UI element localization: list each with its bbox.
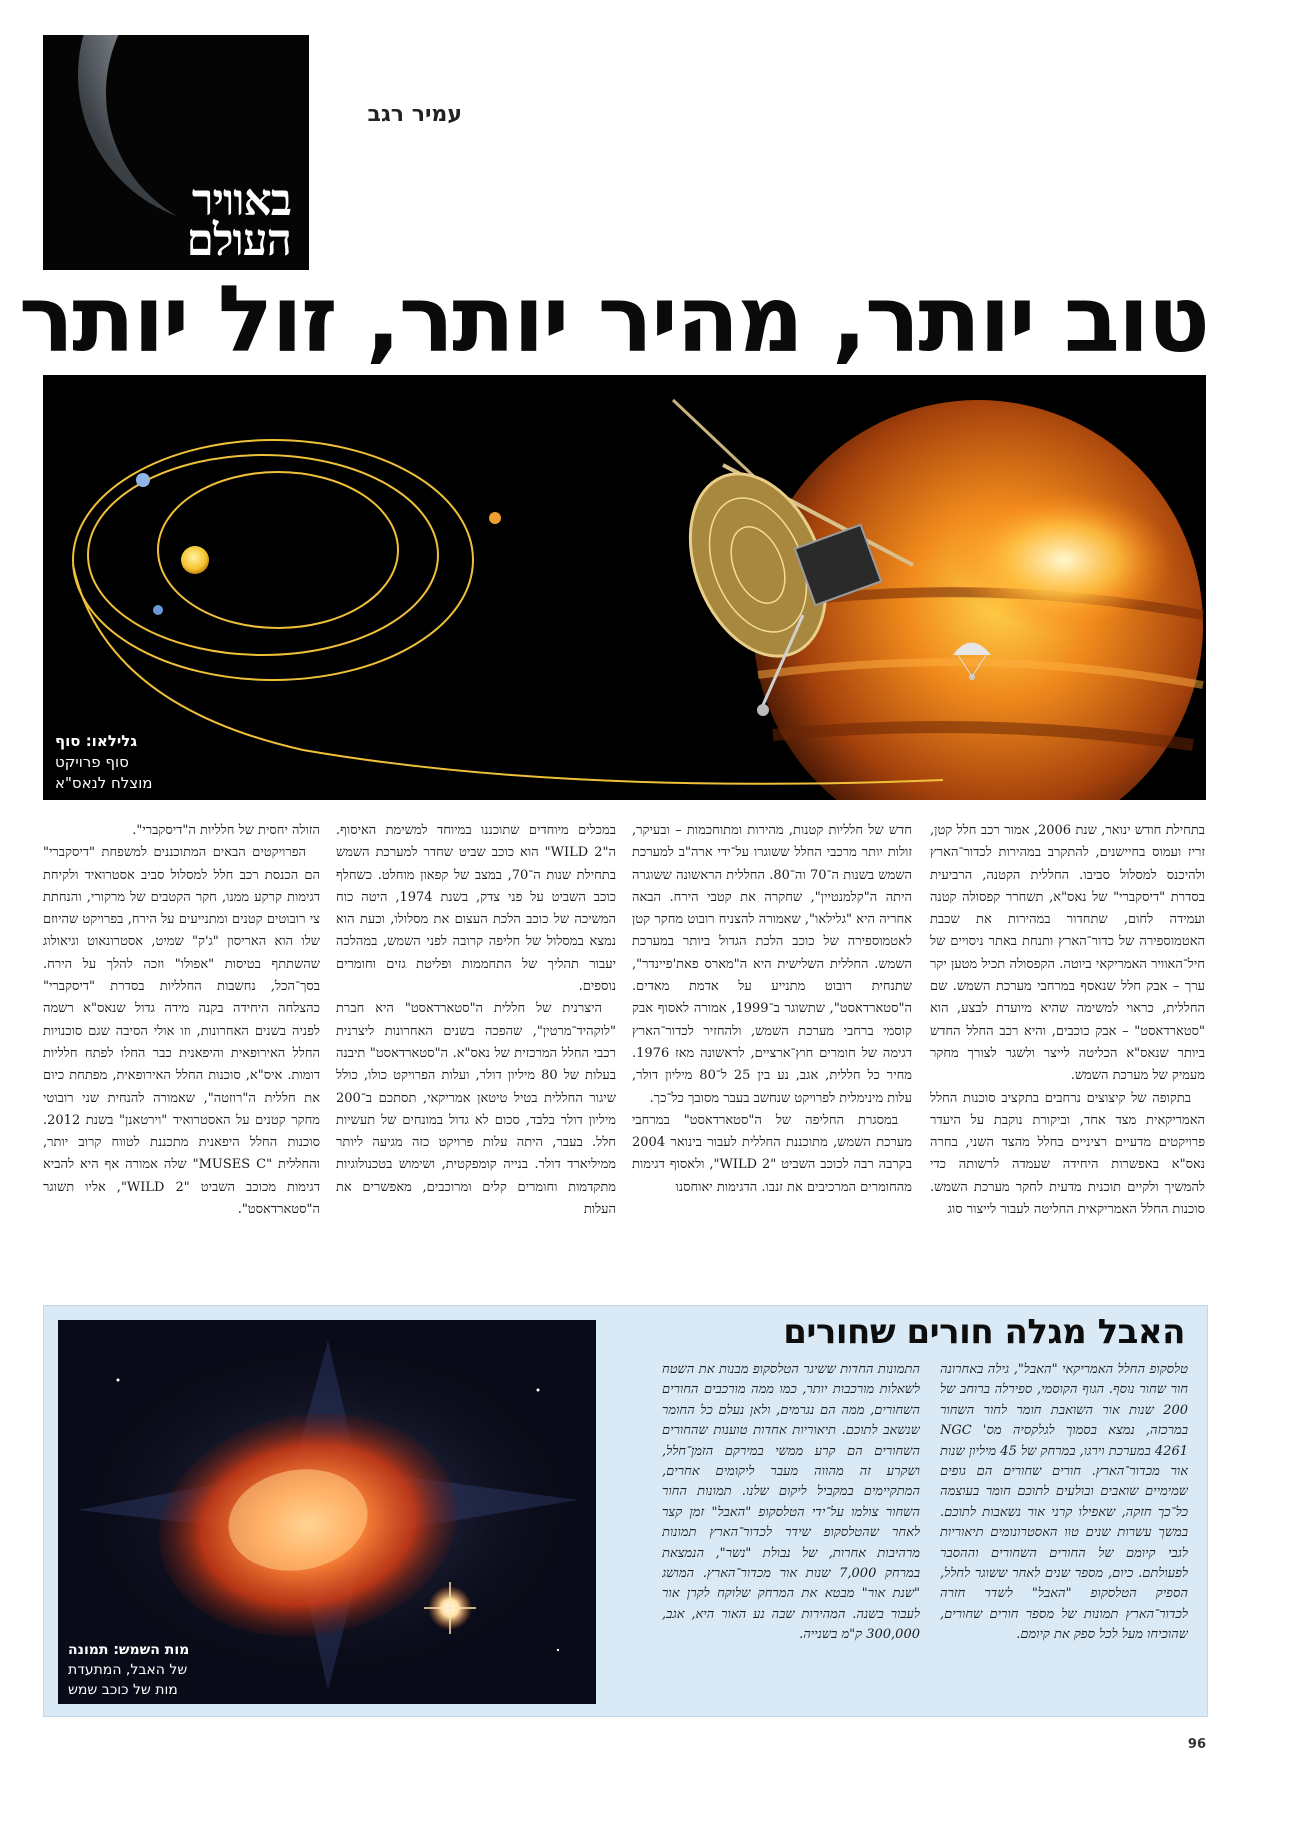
section-title-line1: באוויר	[191, 175, 291, 226]
sidebar-column-1	[940, 1360, 1188, 1706]
spacecraft-orbit-illustration	[43, 375, 1206, 800]
hero-caption	[55, 731, 195, 794]
sidebar-column-2	[662, 1360, 920, 1706]
paragraph: במכלים מיוחדים שתוכננו במיוחד למשימת האיסוף. ה"WILD 2" הוא כוכב שביט שחדר למערכת השמש בתחילת שנות ה־70, במצב של קפאון מוחלט. כשחלף כוכב השביט על פני צדק, בשנת 1974, היטה כוח המשיכה של כוכב הלכת העצום את מסלולו, וכעת הוא נמצא במסלול של חליפה קרובה לפני השמש, במהלכה יעבור תהליך של התחממות ופליטת גזים וחומרים נוספים.	[336, 823, 616, 995]
paragraph: בתקופה של קיצוצים נרחבים בתקציב סוכנות החלל האמריקאית מצד אחד, וביקורת נוקבת על היעדר פרויקטים מדעיים רציניים בחלל מהצד השני, בחרה נאס"א באפשרות היחידה שעמדה לרשותה כדי להמשיך ולקיים תוכנית מדעית לחקר מערכת השמש. סוכנות החלל האמריקאית החליטה לעבור לייצור סוג	[930, 1090, 1205, 1218]
paragraph: הפרויקטים הבאים המתוכננים למשפחת "דיסקברי" הם הכנסת רכב חלל למסלול סביב אסטרואיד ולקיחת דגימות קרקע ממנו, חקר הקטבים של מרקורי, והנחתת צי רובוטים קטנים ומתנייעים על הירח, בפרויקט שהיוזם שלו הוא האריסון "ג'ק" שמיט, אסטרונאוט וגיאולוג שהשתתף בטיסות "אפולו" וזכה להלך על הירח. בסך־הכל, נחשבות החלליות בסדרת "דיסקברי" כהצלחה היחידה בקנה מידה גדול שנאס"א רשמה לפניה בשנים האחרונות, וזו אולי הסיבה שגם סוכנויות החלל האירופאית והיפאנית כבר החלו לפתח חלליות דומות. איס"א, סוכנות החלל האירופאית, מפתחת כיום את חללית ה"רוזטה", שאמורה להנחית שני רובוטי מחקר קטנים על האסטרואיד "וירטאנן" בשנת 2012. סוכנות החלל היפאנית מתכננת לטווח קרוב יותר, והחללית "MUSES C" שלה אמורה אף היא להביא דגימות מכוכב השביט "WILD 2", אליו תשוגר ה"סטארדאסט".	[43, 845, 320, 1218]
article-headline: טוב יותר, מהיר יותר, זול יותר	[18, 266, 1208, 373]
paragraph: הזולה יחסית של חלליות ה"דיסקברי".	[132, 823, 320, 838]
body-column-2	[632, 820, 912, 1280]
paragraph: חדש של חלליות קטנות, מהירות ומתוחכמות – ובעיקר, זולות יותר מרכבי החלל ששוגרו על־ידי ארה"ב למערכת השמש בשנות ה־70 וה־80. החללית הראשונה ששוגרה היתה ה"קלמנטיין", שחקרה את קטבי הירח. הבאה אחריה היא "גלילאו", שאמורה להצניח רובוט מחקר קטן לאטמוספירה של כוכב הלכת הגדול ביותר במערכת השמש. החללית השלישית היא ה"מארס פאת'פיינדר", שתנחית רובוט מתנייע על אדמת מאדים. ה"סטארדאסט", שתשוגר ב־1999, אמורה לאסוף אבק קוסמי ברחבי מערכת השמש, ולהחזיר לכדור־הארץ דגימה של חומרים חוץ־ארציים, לראשונה מאז 1976. מחיר כל חללית, אגב, נע בין 25 ל־80 מיליון דולר, עלות מינימלית לפרויקט שנחשב בעבר מסובך כל־כך.	[632, 823, 912, 1106]
nebula-caption-line2: של האבל, המתעדת	[68, 1662, 188, 1678]
page-number: 96	[1187, 1737, 1206, 1752]
nebula-caption-title: מות השמש: תמונה	[68, 1642, 190, 1658]
hero-caption-title: גלילאו: סוף	[55, 732, 138, 750]
section-rubric	[43, 35, 309, 270]
sun	[181, 546, 209, 574]
body-column-3	[336, 820, 616, 1280]
paragraph: טלסקופ החלל האמריקאי "האבל", גילה באחרונה חור שחור נוסף. הגוף הקוסמי, ספירלה ברוחב של 200 שנות אור השואבת חומר לחור השחור במרכזה, נמצא בסמוך לגלקסיה מס' NGC 4261 במערכת וירגו, במרחק של 45 מיליון שנות אור מכדור־הארץ. חורים שחורים הם גופים שמימיים שואבים ובולעים לתוכם חומר בעוצמה כל־כך חזקה, שאפילו קרני אור נשאבות לתוכם. במשך עשרות שנים טוו האסטרונומים תיאוריות לגבי קיומם של החורים השחורים וההסבר לפעולתם. כיום, מספר שנים לאחר ששוגר לחלל, הספיק הטלסקופ "האבל" לשדר חזרה לכדור־הארץ תמונות של מספר חורים שחורים, שהוכיחו מעל לכל ספק את קיומם.	[940, 1362, 1188, 1643]
hero-illustration	[43, 375, 1206, 800]
section-title-line2: העולם	[186, 215, 291, 266]
section-title	[186, 175, 291, 266]
sidebar-title: האבל מגלה חורים שחורים	[783, 1312, 1185, 1352]
nebula-photo	[58, 1320, 596, 1704]
body-column-4	[43, 820, 320, 1280]
nebula-caption	[68, 1640, 238, 1700]
body-column-1	[930, 820, 1205, 1280]
hero-caption-line3: מוצלח לנאס"א	[55, 774, 153, 792]
paragraph: היצרנית של חללית ה"סטארדאסט" היא חברת "לוקהיד־מרטין", שהפכה בשנים האחרונות ליצרנית רכבי החלל המרכזית של נאס"א. ה"סטארדאסט" תיבנה בעלות של 80 מיליון דולר, ועלות הפרויקט כולו, כולל שיגור החללית בטיל טיטאן אמריקאי, תסתכם ב־200 מיליון דולר בלבד, סכום לא גדול במונחים של תעשיות חלל. בעבר, היתה עלות פרויקט כזה מגיעה ליותר ממיליארד דולר. בנייה קומפקטית, ושימוש בטכנולוגיות מתקדמות וחומרים קלים ומרוכבים, מאפשרים את העלות	[336, 1001, 616, 1218]
sidebar-box	[43, 1305, 1208, 1717]
paragraph: בתחילת חודש ינואר, שנת 2006, אמור רכב חלל קטן, זריז ועמוס בחיישנים, להתקרב במהירות לכדור־הארץ ולהיכנס למסלול סביבו. החללית הקטנה, הרביעית בסדרת "דיסקברי" של נאס"א, תשחרר קפסולה קטנה ועמידה לחום, שתחדור במהירות את שכבת האטמוספירה של כדור־הארץ ותנחת באתר ניסויים של חיל־האוויר האמריקאי ביוטה. הקפסולה תכיל מטען יקר ערך – אבק חלל שנאסף במרחבי מערכת השמש. שם החללית, כראוי למשימה שהיא מיועדת לבצע, הוא "סטארדאסט" – אבק כוכבים, והיא רכב החלל החדש ביותר שנאס"א הכליטה לייצר ולשגר לצורך מחקר מעמיק של מערכת השמש.	[930, 823, 1205, 1084]
hero-caption-line2: סוף פרויקט	[55, 753, 129, 771]
nebula-caption-line3: מות של כוכב שמש	[68, 1682, 178, 1698]
paragraph: במסגרת החליפה של ה"סטארדאסט" במרחבי מערכת השמש, מתוכננת החללית לעבור בינואר 2004 בקרבה רבה לכוכב השביט "WILD 2", ולאסוף דגימות מהחומרים המרכיבים את זנבו. הדגימות יאוחסנו	[632, 1112, 912, 1195]
paragraph: התמונות החדות ששיגר הטלסקופ מבנות את השטח לשאלות מורכבות יותר, כמו ממה מורכבים החורים השחורים, ממה הם נגרמים, ולאן נעלם כל החומר שנשאב לתוכם. תיאוריות אחדות טוענות שהחורים השחורים הם קרע ממשי במירקם הזמן־חלל, ושקרע זה מהווה מעבר ליקומים אחרים, המתקיימים במקביל ליקום שלנו. תמונות החור השחור צולמו על־ידי הטלסקופ "האבל" זמן קצר לאחר שהטלסקופ שידר לכדור־הארץ תמונות מרהיבות אחרות, של נבולת "נשר", הנמצאת במרחק 7,000 שנות אור מכדור־הארץ. המושג "שנת אור" מבטא את המרחק שלוקח לקרן אור לעבור בשנה. המהירות שבה נע האור היא, אגב, 300,000 ק"מ בשנייה.	[662, 1362, 920, 1643]
author-byline: עמיר רגב	[367, 102, 462, 127]
